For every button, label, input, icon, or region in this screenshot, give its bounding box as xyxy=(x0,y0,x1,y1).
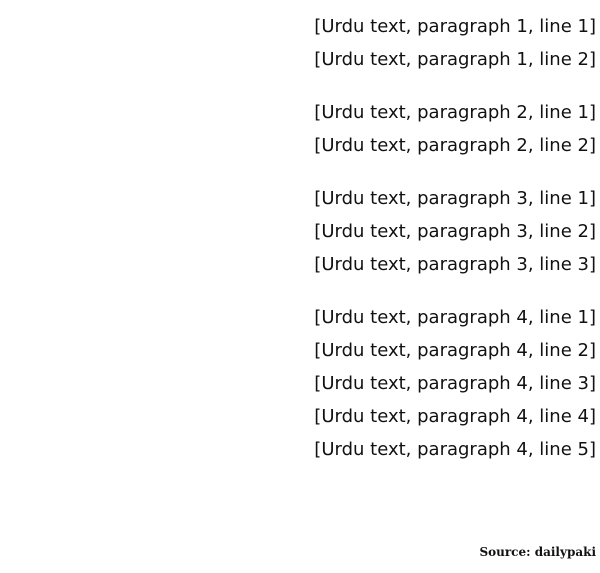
article-line: [Urdu text, paragraph 2, line 2] xyxy=(314,135,596,156)
article-line: [Urdu text, paragraph 3, line 1] xyxy=(314,188,596,209)
article-line: [Urdu text, paragraph 2, line 1] xyxy=(314,102,596,123)
source-credit: Source: dailypaki xyxy=(479,545,596,559)
article-line: [Urdu text, paragraph 4, line 3] xyxy=(314,373,596,394)
article-line: [Urdu text, paragraph 4, line 2] xyxy=(314,340,596,361)
article-line: [Urdu text, paragraph 4, line 4] xyxy=(314,406,596,427)
article-paragraph xyxy=(0,301,596,466)
article-paragraph xyxy=(0,96,596,162)
article-line: [Urdu text, paragraph 4, line 5] xyxy=(314,439,596,460)
article-paragraph xyxy=(0,182,596,281)
article-line: [Urdu text, paragraph 3, line 2] xyxy=(314,221,596,242)
article-line: [Urdu text, paragraph 1, line 2] xyxy=(314,49,596,70)
article-line: [Urdu text, paragraph 1, line 1] xyxy=(314,16,596,37)
article-paragraph xyxy=(0,10,596,76)
article-line: [Urdu text, paragraph 3, line 3] xyxy=(314,254,596,275)
article-line: [Urdu text, paragraph 4, line 1] xyxy=(314,307,596,328)
